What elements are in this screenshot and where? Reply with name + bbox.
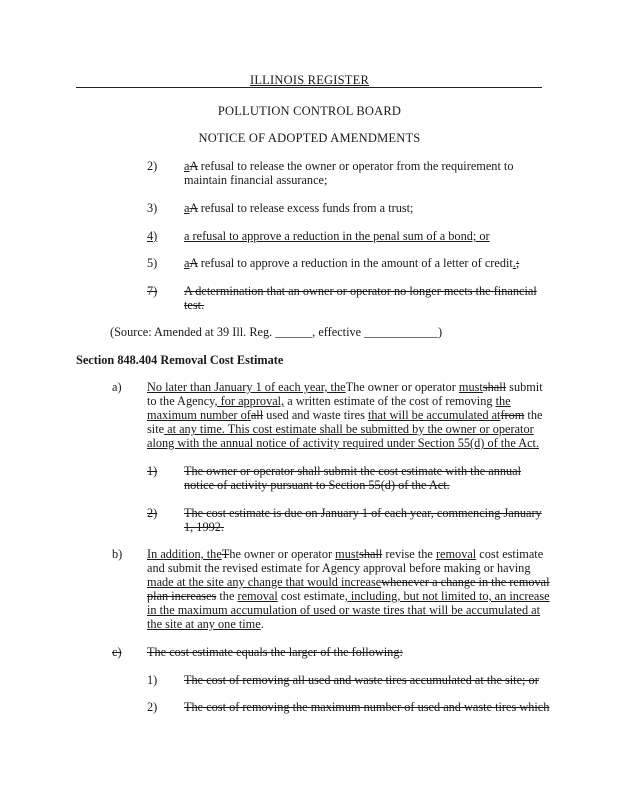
notice-title: NOTICE OF ADOPTED AMENDMENTS — [198, 131, 421, 145]
header-rule — [76, 87, 542, 88]
section-heading: Section 848.404 Removal Cost Estimate — [76, 353, 284, 367]
board-name: POLLUTION CONTROL BOARD — [217, 104, 402, 118]
register-title: ILLINOIS REGISTER — [249, 73, 369, 87]
source-note: (Source: Amended at 39 Ill. Reg. ______, effective ____________) — [110, 325, 443, 339]
document-page: ILLINOIS REGISTER POLLUTION CONTROL BOARD NOTICE OF ADOPTED AMENDMENTS 2) aA refusal to release the owner or operator from the requirement to maintain financial assurance; 3) aA refusal to release excess funds from a trust; 4) a refusal to approve a reduction in the penal sum of a bond; or 5) aA refusal to approve a reduction in the amount of a letter of credit.; 7) A determination that an owner or operator no longer meets the financial test. (Source: Amended at 39 Ill. Reg. ______, effective ____________) Section 848.404 Removal Cost Estimate a) No later than January 1 of each year, theThe owner or operator mustshall submit to the Agency, for approval, a written estimate of the cost of removing the maximum number ofall used and waste tires that will be accumulated atfrom the site at any time. This cost estimate shall be submitted by the owner or operator along with the annual notice of activity required under Section 55(d) of the Act. 1) The owner or operator shall submit the cost estimate with the annual notice of activity pursuant to Section 55(d) of the Act. 2) The cost estimate is due on January 1 of each year, commencing January 1, 1992. b) In addition, theThe owner or operator mustshall revise the removal cost estimate and submit the revised estimate for Agency approval before making or having made at the site any change that would increasewhenever a change in the removal plan increases the removal cost estimate, including, but not limited to, an increase in the maximum accumulation of used or waste tires that will be accumulated at the site at any one time. c) The cost estimate equals the larger of the following: 1) The cost of removing all used and waste tires accumulated at the site; or 2) The cost of removing the maximum number of used and waste tires which — [0, 0, 619, 800]
